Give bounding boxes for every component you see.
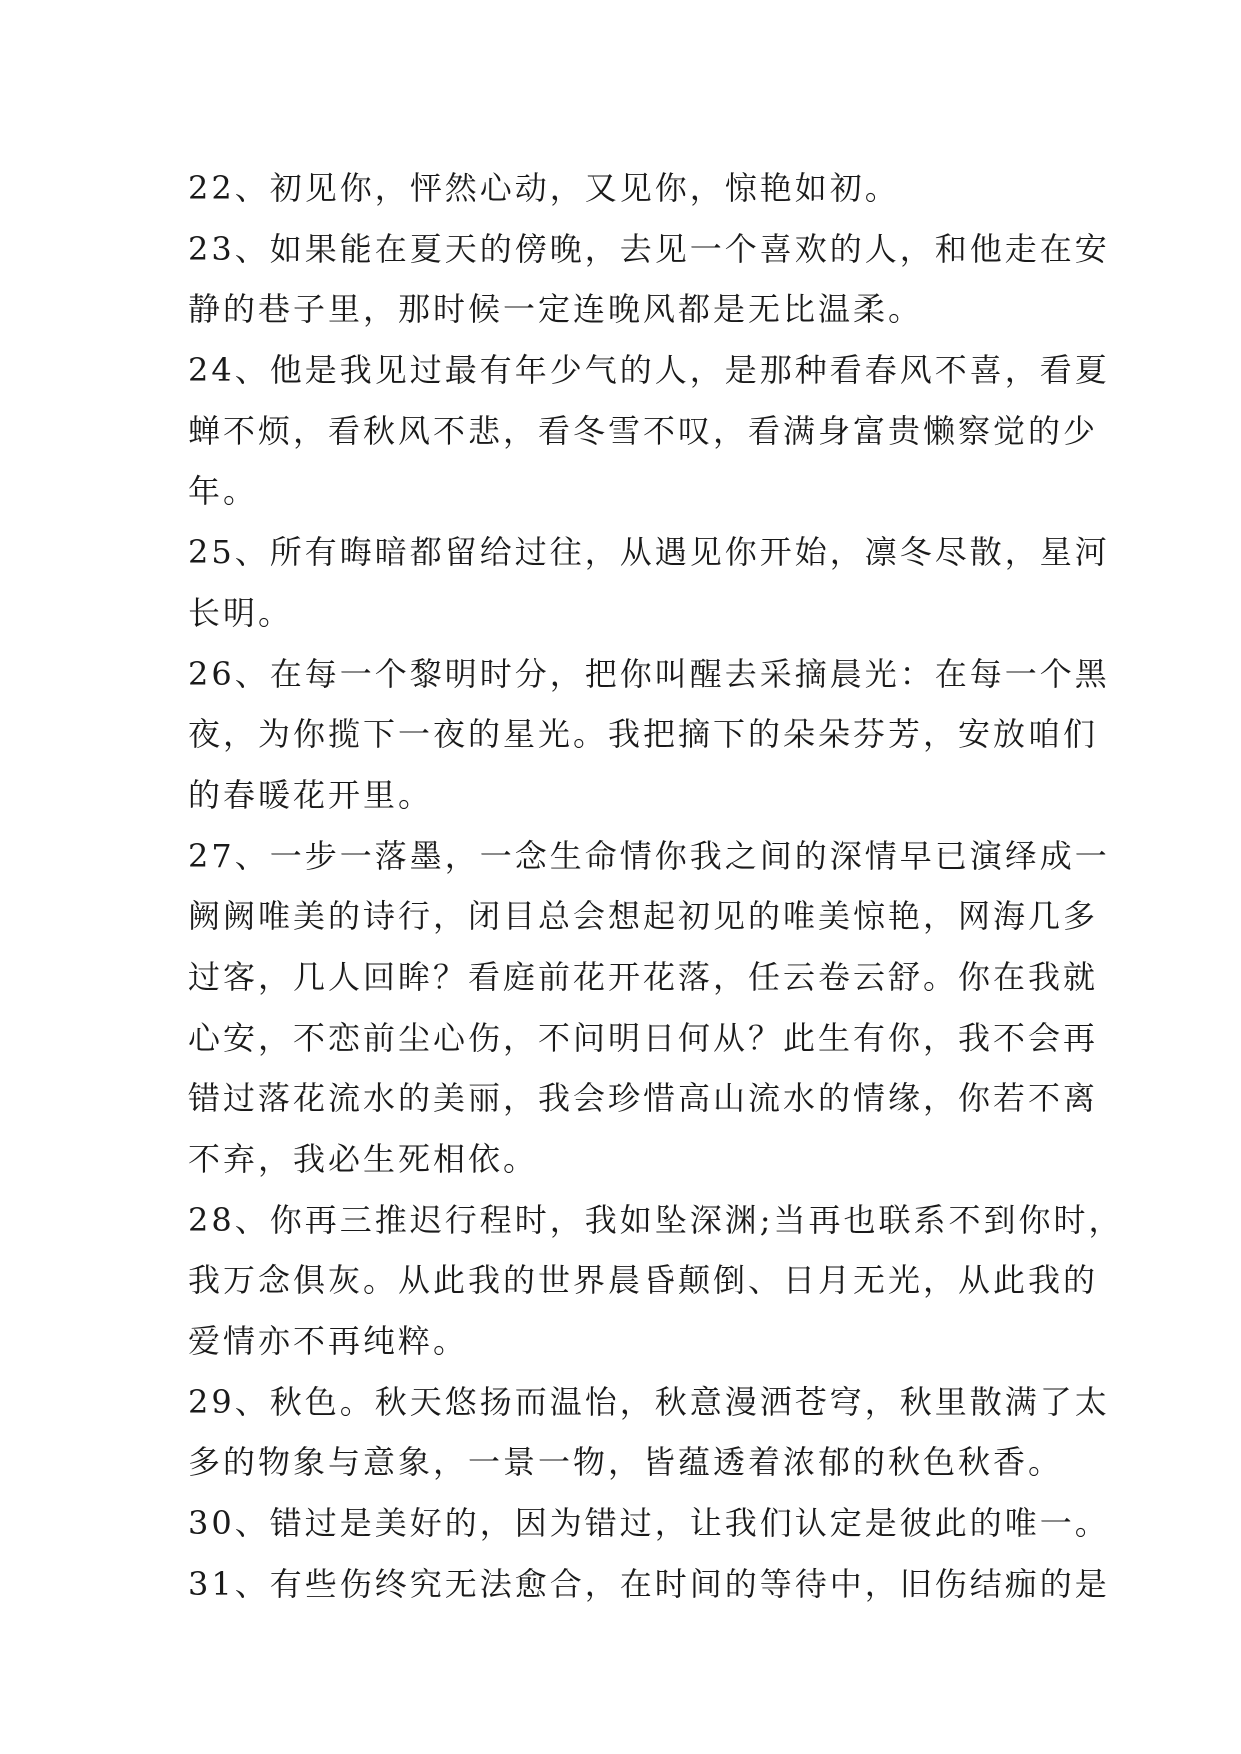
document-body	[188, 158, 1124, 1615]
text-line: 阙阙唯美的诗行，闭目总会想起初见的唯美惊艳，网海几多	[188, 897, 1099, 936]
text-line: 的春暖花开里。	[188, 775, 434, 814]
text-line: 静的巷子里，那时候一定连晚风都是无比温柔。	[188, 290, 924, 329]
text-line: 多的物象与意象，一景一物，皆蕴透着浓郁的秋色秋香。	[188, 1443, 1064, 1482]
text-line: 夜，为你揽下一夜的星光。我把摘下的朵朵芬芳，安放咱们	[188, 715, 1099, 754]
text-line: 29、秋色。秋天悠扬而温怡，秋意漫洒苍穹，秋里散满了太	[188, 1382, 1110, 1421]
text-line: 26、在每一个黎明时分，把你叫醒去采摘晨光：在每一个黑	[188, 654, 1110, 693]
text-line: 我万念俱灰。从此我的世界晨昏颠倒、日月无光，从此我的	[188, 1261, 1099, 1300]
text-line: 24、他是我见过最有年少气的人，是那种看春风不喜，看夏	[188, 351, 1110, 390]
text-line: 蝉不烦，看秋风不悲，看冬雪不叹，看满身富贵懒察觉的少	[188, 411, 1099, 450]
text-line: 爱情亦不再纯粹。	[188, 1322, 469, 1361]
text-line: 31、有些伤终究无法愈合，在时间的等待中，旧伤结痂的是	[188, 1564, 1110, 1603]
text-line: 年。	[188, 472, 259, 511]
text-line: 过客，几人回眸？看庭前花开花落，任云卷云舒。你在我就	[188, 957, 1099, 996]
text-line: 30、错过是美好的，因为错过，让我们认定是彼此的唯一。	[188, 1504, 1110, 1543]
text-line: 25、所有晦暗都留给过往，从遇见你开始，凛冬尽散，星河	[188, 533, 1110, 572]
text-line: 27、一步一落墨，一念生命情你我之间的深情早已演绎成一	[188, 836, 1110, 875]
text-line: 长明。	[188, 593, 294, 632]
text-line: 心安，不恋前尘心伤，不问明日何从？此生有你，我不会再	[188, 1018, 1099, 1057]
text-line: 不弃，我必生死相依。	[188, 1140, 539, 1178]
text-line: 错过落花流水的美丽，我会珍惜高山流水的情缘，你若不离	[188, 1079, 1099, 1118]
text-line: 28、你再三推迟行程时，我如坠深渊;当再也联系不到你时，	[188, 1200, 1124, 1239]
text-line: 22、初见你，怦然心动，又见你，惊艳如初。	[188, 169, 900, 207]
text-line: 23、如果能在夏天的傍晚，去见一个喜欢的人，和他走在安	[188, 229, 1110, 268]
